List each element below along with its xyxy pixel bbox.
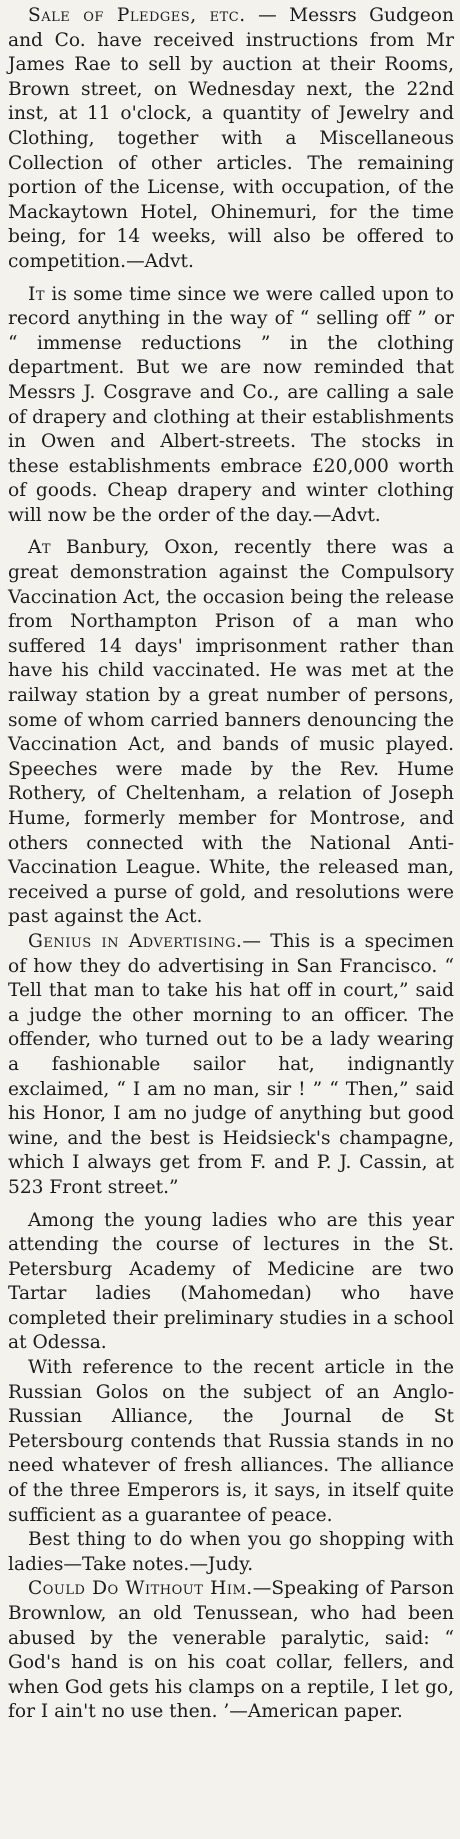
article-tartar-ladies: [8, 1209, 454, 1357]
article-body: is some time since we were called upon to record anything in the way of “ selling off ” or “ immense reductions ” in the clothing department. But we are now reminded that Messrs J. Cosgrave and Co., are calling a sale of drapery and clothing at their establishments in Owen and Albert-streets. The stocks in these establishments embrace £20,000 worth of goods. Cheap drapery and winter clothing will now be the order of the day.—Advt.: [8, 283, 454, 526]
article-body: Best thing to do when you go shopping with ladies—Take notes.—Judy.: [8, 1529, 454, 1575]
article-heading: Genius in Advertising.: [28, 930, 243, 952]
article-heading: Sale of Pledges, etc.: [28, 5, 246, 26]
article-body: Among the young ladies who are this year attending the course of lectures in the St. Petersburg Academy of Medicine are two Tartar ladies (Mahomedan) who have completed their preliminary studies in a school at Odessa.: [8, 1209, 454, 1354]
article-anglo-russian-alliance: [8, 1356, 454, 1528]
article-body: Banbury, Oxon, recently there was a great demonstration against the Compulsory Vaccination Act, the occasion being the release from Northampton Prison of a man who suffered 14 days' imprisonment rather than have his child vaccinated. He was met at the railway station by a great number of persons, some of whom carried banners denouncing the Vaccination Act, and bands of music played. Speeches were made by the Rev. Hume Rothery, of Cheltenham, a relation of Joseph Hume, formerly member for Montrose, and others connected with the National Anti-Vaccination League. White, the released man, received a purse of gold, and resolutions were past against the Act.: [8, 537, 454, 928]
article-body: With reference to the recent article in the Russian Golos on the subject of an Anglo-Russian Alliance, the Journal de St Petersbourg contends that Russia stands in no need whatever of fresh alliances. The alliance of the three Emperors is, it says, in itself quite sufficient as a guarantee of peace.: [8, 1357, 454, 1526]
article-body: — Messrs Gudgeon and Co. have received instructions from Mr James Rae to sell by auction at their Rooms, Brown street, on Wednesday next, the 22nd inst, at 11 o'clock, a quantity of Jewelry and Clothing, together with a Miscellaneous Collection of other articles. The remaining portion of the License, with occupation, of the Mackaytown Hotel, Ohinemuri, for the time being, for 14 weeks, will also be offered to competition.—Advt.: [8, 5, 454, 272]
article-genius-in-advertising: [8, 930, 454, 1201]
article-body: — This is a specimen of how they do advertising in San Francisco. “ Tell that man to take his hat off in court,” said a judge the other morning to an officer. The offender, who turned out to be a lady wearing a fashionable sailor hat, indignantly exclaimed, “ I am no man, sir ! ” “ Then,” said his Honor, I am no judge of anything but good wine, and the best is Heidsieck's champagne, which I always get from F. and P. J. Cassin, at 523 Front street.”: [8, 930, 454, 1198]
article-clothing-sale: [8, 283, 454, 529]
article-lead-word: It: [28, 283, 46, 305]
article-body: —Speaking of Parson Brownlow, an old Tenussean, who had been abused by the venerable paralytic, said: “ God's hand is on his coat collar, fellers, and when God gets his clamps on a reptile, I let go, for I ain't no use then. ’—American paper.: [8, 1578, 454, 1723]
article-heading: Could Do Without Him.: [28, 1578, 253, 1600]
article-vaccination-demonstration: [8, 536, 454, 930]
article-sale-of-pledges: [8, 4, 454, 275]
article-lead-word: At: [28, 537, 52, 559]
article-shopping-quip: [8, 1528, 454, 1577]
article-could-do-without-him: [8, 1577, 454, 1725]
